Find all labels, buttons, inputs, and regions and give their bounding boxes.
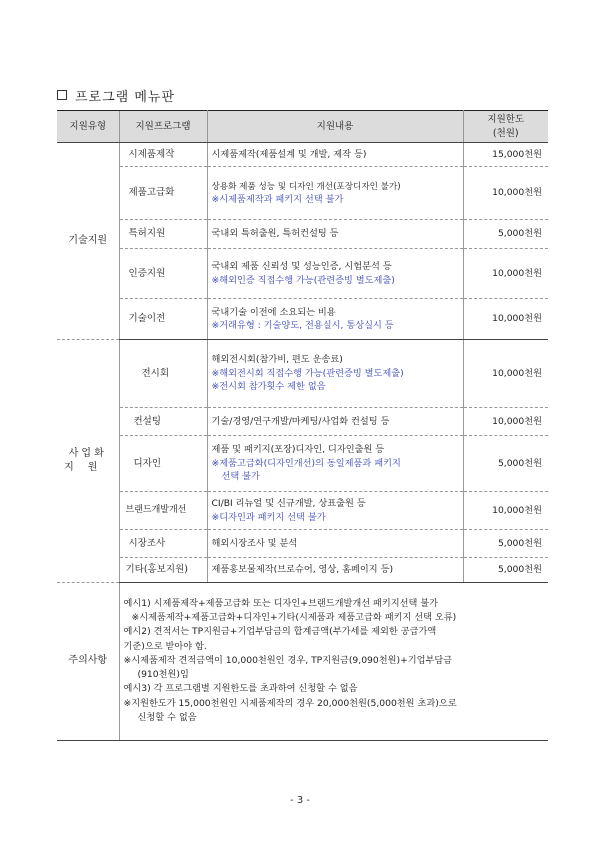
caution-label: 주의사항 bbox=[57, 583, 119, 741]
program-limit: 10,000천원 bbox=[463, 408, 548, 436]
table-row bbox=[57, 408, 548, 436]
content-line: 국내외 특허출원, 특허컨설팅 등 bbox=[211, 228, 339, 240]
section-title: 프로그램 메뉴판 bbox=[75, 89, 176, 105]
caution-line: ※시제품제작 견적금액이 10,000천원인 경우, TP지원금(9,090천원)+기업부담금 bbox=[123, 654, 453, 666]
section-heading bbox=[57, 85, 175, 105]
content-note: ※시제품제작과 패키지 선택 불가 bbox=[211, 194, 344, 206]
program-content bbox=[207, 143, 463, 167]
content-line: CI/BI 리뉴얼 및 신규개발, 상표출원 등 bbox=[211, 498, 366, 510]
content-note: ※해외인증 직접수행 가능(관련증빙 별도제출) bbox=[211, 274, 395, 286]
program-limit: 10,000천원 bbox=[463, 340, 548, 408]
program-limit: 5,000천원 bbox=[463, 558, 548, 583]
table-row bbox=[57, 220, 548, 249]
program-limit: 10,000천원 bbox=[463, 492, 548, 530]
header-support-type: 지원유형 bbox=[57, 111, 119, 143]
content-line: 해외시장조사 및 분석 bbox=[211, 537, 298, 549]
caution-line: 예시3) 각 프로그램별 지원한도를 초과하여 신청할 수 없음 bbox=[123, 683, 358, 695]
table-row bbox=[57, 167, 548, 220]
program-name: 브랜드개발개선 bbox=[119, 492, 207, 530]
content-note: ※거래유형 : 기술양도, 전용실시, 통상실시 등 bbox=[211, 320, 394, 331]
header-limit-unit: (천원) bbox=[492, 127, 519, 139]
program-limit: 5,000천원 bbox=[463, 436, 548, 492]
program-name: 기술이전 bbox=[119, 299, 207, 340]
checkbox-square-icon bbox=[57, 90, 67, 100]
program-name: 시제품제작 bbox=[119, 143, 207, 167]
program-name: 시장조사 bbox=[119, 530, 207, 558]
caution-line: 기준)으로 받아야 함. bbox=[123, 640, 207, 652]
program-content bbox=[207, 408, 463, 436]
program-content bbox=[207, 249, 463, 299]
program-name: 특허지원 bbox=[119, 220, 207, 249]
table-row bbox=[57, 558, 548, 583]
program-menu-table bbox=[57, 110, 548, 741]
page-number: - 3 - bbox=[290, 795, 310, 806]
content-note: ※디자인과 패키지 선택 불가 bbox=[211, 511, 326, 523]
table-row bbox=[57, 492, 548, 530]
content-note: 선택 불가 bbox=[221, 471, 260, 483]
program-name: 인증지원 bbox=[119, 249, 207, 299]
content-line: 상용화 제품 성능 및 디자인 개선(포장디자인 불가) bbox=[211, 181, 401, 192]
program-content bbox=[207, 340, 463, 408]
program-limit: 15,000천원 bbox=[463, 143, 548, 167]
header-support-program: 지원프로그램 bbox=[119, 111, 207, 143]
content-line: 국내기술 이전에 소요되는 비용 bbox=[211, 306, 336, 318]
caution-line: ※시제품제작+제품고급화+디자인+기타(시제품과 제품고급화 패키지 선택 오류) bbox=[131, 612, 457, 624]
content-line: 제품 및 패키지(포장)디자인, 디자인출원 등 bbox=[211, 444, 385, 456]
table-row bbox=[57, 340, 548, 408]
program-name: 전시회 bbox=[119, 340, 207, 408]
content-note: ※전시회 참가횟수 제한 없음 bbox=[211, 381, 326, 393]
program-limit: 5,000천원 bbox=[463, 220, 548, 249]
caution-line: 예시1) 시제품제작+제품고급화 또는 디자인+브랜드개발개선 패키지선택 불가 bbox=[123, 597, 439, 609]
content-line: 국내외 제품 신뢰성 및 성능인증, 시험분석 등 bbox=[211, 261, 392, 273]
table-row bbox=[57, 530, 548, 558]
program-content bbox=[207, 530, 463, 558]
content-line: 시제품제작(제품설계 및 개발, 제작 등) bbox=[211, 148, 367, 160]
caution-line: 예시2) 견적서는 TP지원금+기업부담금의 합계금액(부가세를 제외한 공급가액 bbox=[123, 626, 437, 638]
caution-line: (910천원)임 bbox=[137, 669, 189, 681]
caution-line: 신청할 수 없음 bbox=[137, 711, 197, 723]
table-row bbox=[57, 143, 548, 167]
content-line: 해외전시회(참가비, 편도 운송료) bbox=[211, 354, 343, 366]
table-header-row bbox=[57, 111, 548, 143]
table-row bbox=[57, 249, 548, 299]
program-name: 디자인 bbox=[119, 436, 207, 492]
program-name: 기타(홍보지원) bbox=[119, 558, 207, 583]
table-row bbox=[57, 436, 548, 492]
support-type-tech: 기술지원 bbox=[57, 143, 119, 340]
content-note: ※해외전시회 직접수행 가능(관련증빙 별도제출) bbox=[211, 367, 404, 379]
program-name: 컨설팅 bbox=[119, 408, 207, 436]
content-line: 제품홍보물제작(브로슈어, 영상, 홈페이지 등) bbox=[211, 564, 394, 576]
program-content bbox=[207, 167, 463, 220]
program-limit: 10,000천원 bbox=[463, 249, 548, 299]
header-limit-label: 지원한도 bbox=[487, 113, 525, 125]
table-row bbox=[57, 299, 548, 340]
program-limit: 5,000천원 bbox=[463, 530, 548, 558]
program-content bbox=[207, 436, 463, 492]
support-type-line: 지원 bbox=[64, 462, 112, 473]
header-support-content: 지원내용 bbox=[207, 111, 463, 143]
content-line: 기술/경영/연구개발/마케팅/사업화 컨설팅 등 bbox=[211, 415, 390, 427]
program-content bbox=[207, 492, 463, 530]
program-content bbox=[207, 558, 463, 583]
program-limit: 10,000천원 bbox=[463, 299, 548, 340]
program-name: 제품고급화 bbox=[119, 167, 207, 220]
caution-row bbox=[57, 583, 548, 741]
program-limit: 10,000천원 bbox=[463, 167, 548, 220]
support-type-commercialization bbox=[57, 340, 119, 583]
support-type-line: 사업화 bbox=[68, 447, 107, 459]
caution-line: ※지원한도가 15,000천원인 시제품제작의 경우 20,000천원(5,000천원 초과)으로 bbox=[123, 697, 457, 709]
program-content bbox=[207, 220, 463, 249]
header-support-limit bbox=[463, 111, 548, 143]
content-note: ※제품고급화(디자인개선)의 동일제품과 패키지 bbox=[211, 457, 401, 469]
caution-content bbox=[119, 583, 548, 741]
program-content bbox=[207, 299, 463, 340]
